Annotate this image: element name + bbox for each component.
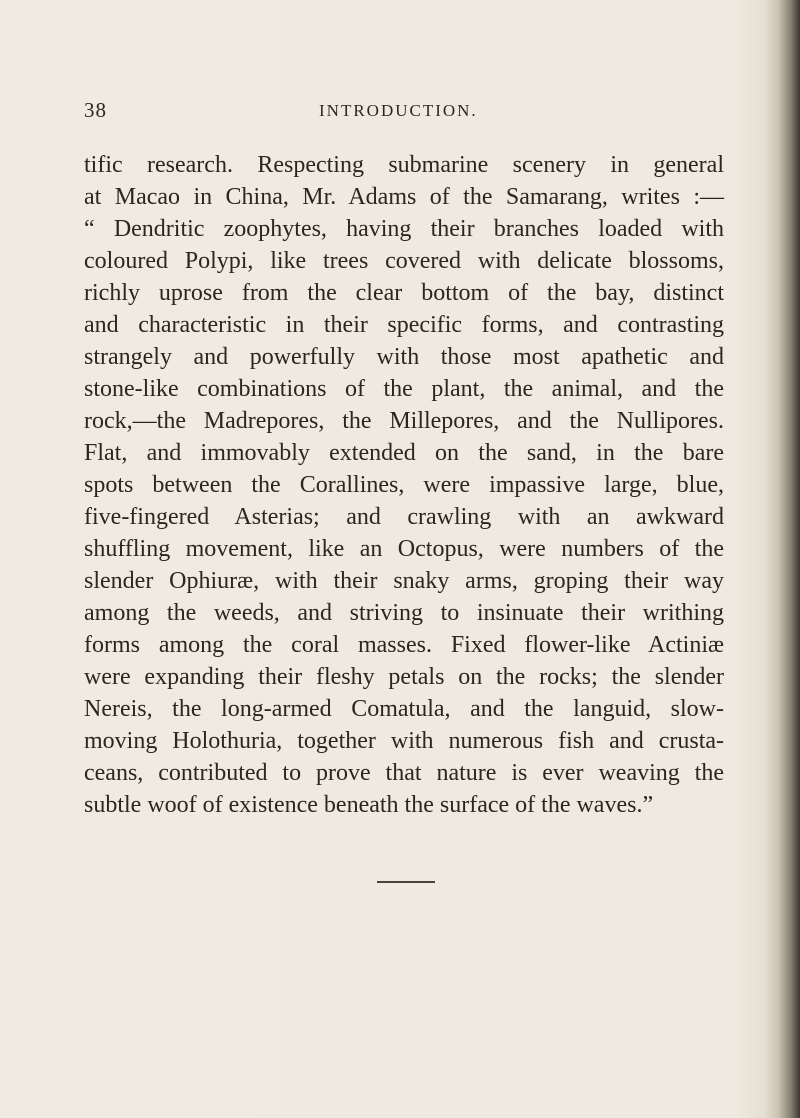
text-line: and characteristic in their specific forms, and contrasting	[84, 312, 724, 338]
text-line: ceans, contributed to prove that nature is ever weaving the	[84, 760, 724, 786]
running-head: INTRODUCTION.	[319, 101, 478, 120]
text-line: at Macao in China, Mr. Adams of the Samarang, writes :—	[84, 184, 724, 210]
text-line: forms among the coral masses. Fixed flower-like Actiniæ	[84, 632, 724, 658]
text-line: moving Holothuria, together with numerous fish and crusta-	[84, 728, 724, 754]
text-line: coloured Polypi, like trees covered with delicate blossoms,	[84, 248, 724, 274]
text-line: shuffling movement, like an Octopus, were numbers of the	[84, 536, 724, 562]
text-line: rock,—the Madrepores, the Millepores, and the Nullipores.	[84, 408, 724, 434]
page-header	[84, 98, 684, 128]
text-line: slender Ophiuræ, with their snaky arms, groping their way	[84, 568, 724, 594]
text-line: Flat, and immovably extended on the sand, in the bare	[84, 440, 724, 466]
text-line: among the weeds, and striving to insinuate their writhing	[84, 600, 724, 626]
text-line: richly uprose from the clear bottom of the bay, distinct	[84, 280, 724, 306]
text-line: “ Dendritic zoophytes, having their branches loaded with	[84, 216, 724, 242]
section-divider	[377, 881, 435, 883]
text-line: subtle woof of existence beneath the surface of the waves.”	[84, 792, 654, 818]
text-line: Nereis, the long-armed Comatula, and the languid, slow-	[84, 696, 724, 722]
text-line: five-fingered Asterias; and crawling with an awkward	[84, 504, 724, 530]
binding-edge-shadow	[764, 0, 800, 1118]
text-line: strangely and powerfully with those most apathetic and	[84, 344, 724, 370]
text-line: tific research. Respecting submarine scenery in general	[84, 152, 724, 178]
page-number: 38	[84, 98, 107, 122]
text-line: were expanding their fleshy petals on the rocks; the slender	[84, 664, 724, 690]
text-line: stone-like combinations of the plant, the animal, and the	[84, 376, 724, 402]
text-line: spots between the Corallines, were impassive large, blue,	[84, 472, 724, 498]
